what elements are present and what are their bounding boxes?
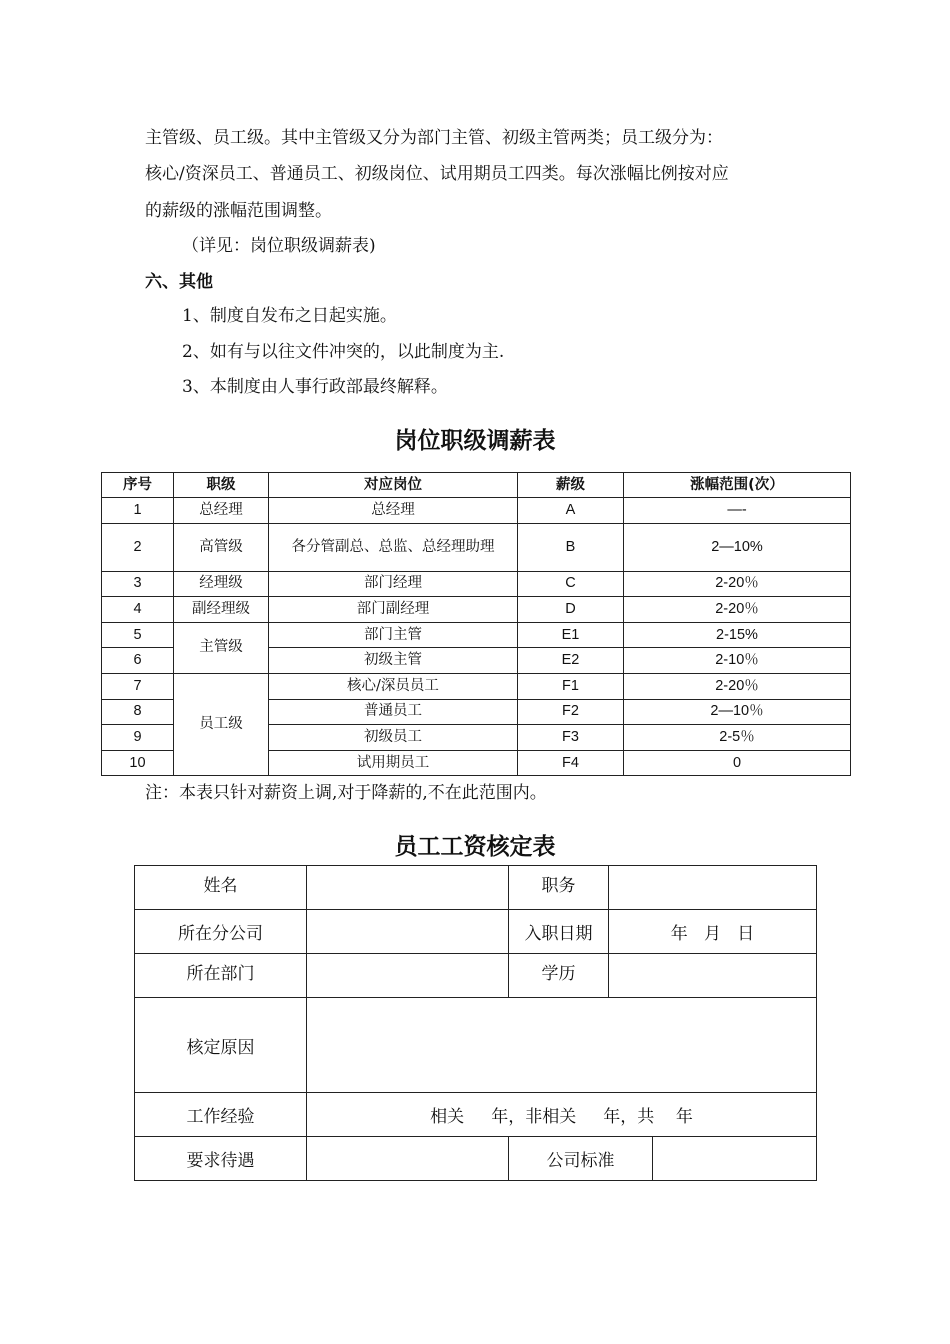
cell-position: 核心/深员员工 xyxy=(269,673,518,699)
salary-table-title: 岗位职级调薪表 xyxy=(394,428,556,454)
branch-label: 所在分公司 xyxy=(135,910,307,954)
table-row xyxy=(102,523,851,571)
cell-level: 高管级 xyxy=(174,523,269,571)
cell-position: 部门主管 xyxy=(269,622,518,648)
cell-grade: E2 xyxy=(518,648,624,674)
table-row xyxy=(135,998,817,1093)
cell-range: —- xyxy=(624,498,851,524)
table-row xyxy=(102,622,851,648)
table-row xyxy=(135,954,817,998)
table-row xyxy=(102,673,851,699)
reason-label: 核定原因 xyxy=(135,998,307,1093)
header-cell: 对应岗位 xyxy=(269,473,518,498)
verify-table-title: 员工工资核定表 xyxy=(394,834,556,860)
hire-date-field[interactable]: 年 月 日 xyxy=(609,910,817,954)
header-cell: 涨幅范围(次） xyxy=(624,473,851,498)
cell-position: 初级主管 xyxy=(269,648,518,674)
cell-no: 6 xyxy=(102,648,174,674)
cell-grade: A xyxy=(518,498,624,524)
cell-no: 10 xyxy=(102,750,174,776)
name-field[interactable] xyxy=(307,866,509,910)
cell-grade: B xyxy=(518,523,624,571)
note-reference: （详见：岗位职级调薪表) xyxy=(182,236,376,256)
cell-position: 初级员工 xyxy=(269,725,518,751)
cell-level: 总经理 xyxy=(174,498,269,524)
salary-verification-table xyxy=(134,865,817,1181)
table-footnote: 注：本表只针对薪资上调,对于降薪的,不在此范围内。 xyxy=(145,783,547,803)
cell-range: 2-20％ xyxy=(624,673,851,699)
cell-grade: F3 xyxy=(518,725,624,751)
cell-level: 经理级 xyxy=(174,571,269,597)
cell-position: 普通员工 xyxy=(269,699,518,725)
cell-position: 部门副经理 xyxy=(269,597,518,623)
salary-adjustment-table xyxy=(101,472,851,776)
cell-position: 部门经理 xyxy=(269,571,518,597)
reason-field[interactable] xyxy=(307,998,817,1093)
cell-no: 9 xyxy=(102,725,174,751)
body-line-3: 的薪级的涨幅范围调整。 xyxy=(145,201,332,221)
cell-grade: D xyxy=(518,597,624,623)
experience-field[interactable]: 相关 年，非相关 年，共 年 xyxy=(307,1093,817,1137)
table-row xyxy=(135,1093,817,1137)
cell-range: 2-20％ xyxy=(624,571,851,597)
list-item: 3、本制度由人事行政部最终解释。 xyxy=(182,377,448,397)
cell-level: 副经理级 xyxy=(174,597,269,623)
cell-no: 2 xyxy=(102,523,174,571)
cell-level: 主管级 xyxy=(174,622,269,673)
cell-no: 7 xyxy=(102,673,174,699)
duty-label: 职务 xyxy=(509,866,609,910)
duty-field[interactable] xyxy=(609,866,817,910)
header-cell: 职级 xyxy=(174,473,269,498)
table-header-row xyxy=(102,473,851,498)
list-item: 1、制度自发布之日起实施。 xyxy=(182,306,397,326)
education-label: 学历 xyxy=(509,954,609,998)
experience-label: 工作经验 xyxy=(135,1093,307,1137)
cell-position: 试用期员工 xyxy=(269,750,518,776)
request-label: 要求待遇 xyxy=(135,1137,307,1181)
cell-position: 总经理 xyxy=(269,498,518,524)
cell-range: 2—10％ xyxy=(624,699,851,725)
header-cell: 薪级 xyxy=(518,473,624,498)
name-label: 姓名 xyxy=(135,866,307,910)
cell-grade: F1 xyxy=(518,673,624,699)
table-row xyxy=(102,571,851,597)
cell-range: 2-15% xyxy=(624,622,851,648)
branch-field[interactable] xyxy=(307,910,509,954)
cell-no: 3 xyxy=(102,571,174,597)
cell-no: 5 xyxy=(102,622,174,648)
education-field[interactable] xyxy=(609,954,817,998)
cell-no: 8 xyxy=(102,699,174,725)
table-row xyxy=(135,910,817,954)
standard-label: 公司标准 xyxy=(509,1137,653,1181)
cell-range: 2-5％ xyxy=(624,725,851,751)
table-row xyxy=(135,866,817,910)
cell-grade: F2 xyxy=(518,699,624,725)
table-row xyxy=(102,597,851,623)
body-line-2: 核心/资深员工、普通员工、初级岗位、试用期员工四类。每次涨幅比例按对应 xyxy=(145,164,729,184)
cell-position: 各分管副总、总监、总经理助理 xyxy=(269,523,518,571)
cell-grade: C xyxy=(518,571,624,597)
cell-level: 员工级 xyxy=(174,673,269,775)
table-row xyxy=(102,498,851,524)
cell-grade: F4 xyxy=(518,750,624,776)
cell-no: 1 xyxy=(102,498,174,524)
cell-range: 2-10％ xyxy=(624,648,851,674)
list-item: 2、如有与以往文件冲突的，以此制度为主. xyxy=(182,342,505,362)
header-cell: 序号 xyxy=(102,473,174,498)
request-field[interactable] xyxy=(307,1137,509,1181)
cell-range: 2-20％ xyxy=(624,597,851,623)
table-row xyxy=(135,1137,817,1181)
cell-grade: E1 xyxy=(518,622,624,648)
department-field[interactable] xyxy=(307,954,509,998)
standard-field[interactable] xyxy=(653,1137,817,1181)
cell-range: 0 xyxy=(624,750,851,776)
hire-date-label: 入职日期 xyxy=(509,910,609,954)
section-heading: 六、其他 xyxy=(145,272,213,292)
cell-range: 2—10% xyxy=(624,523,851,571)
cell-no: 4 xyxy=(102,597,174,623)
department-label: 所在部门 xyxy=(135,954,307,998)
body-line-1: 主管级、员工级。其中主管级又分为部门主管、初级主管两类；员工级分为： xyxy=(145,128,723,148)
